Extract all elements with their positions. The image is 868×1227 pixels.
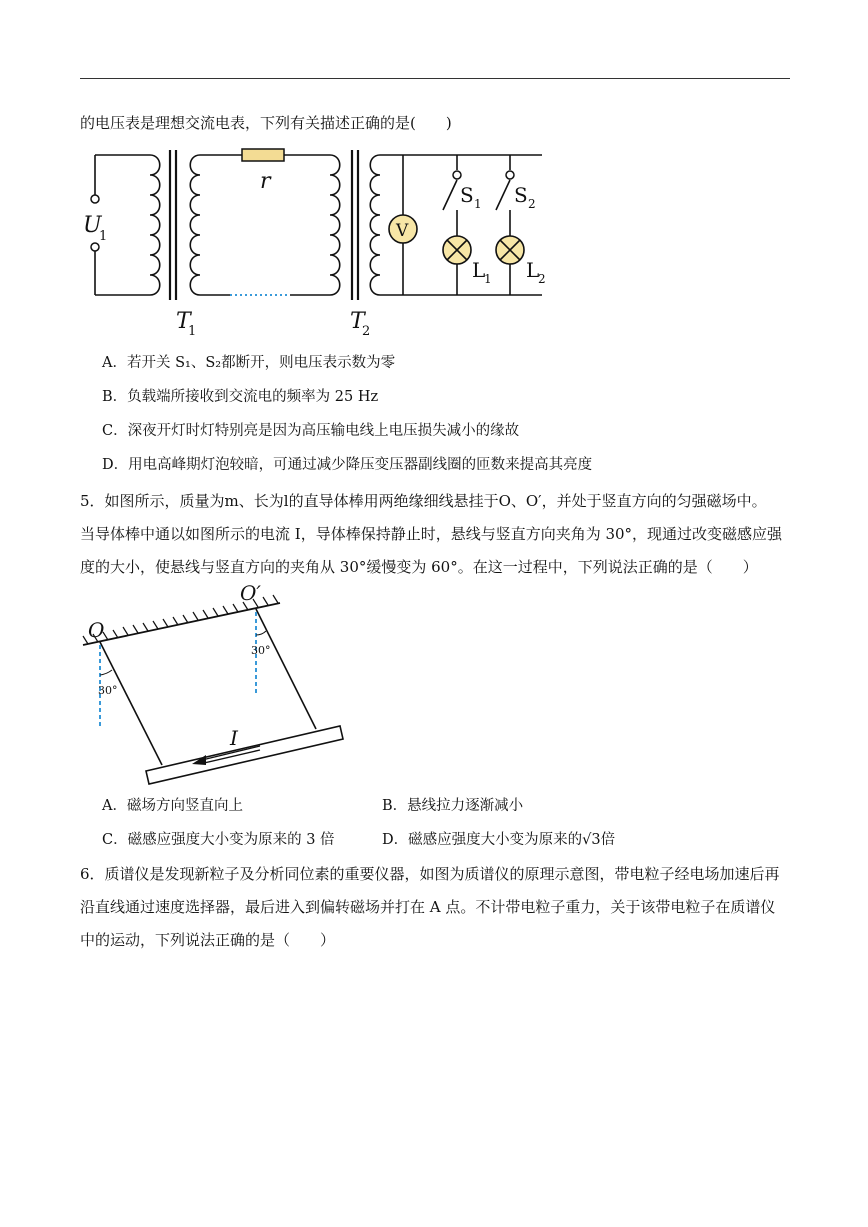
voltmeter-label: V [396,221,409,241]
q5-option-b: B．悬线拉力逐渐减小 [382,798,524,814]
point-o-prime-label: O′ [240,581,261,605]
q6-stem-line-2: 沿直线通过速度选择器，最后进入到偏转磁场并打在 A 点。不计带电粒子重力，关于该带电粒子在质谱仪 [80,898,776,916]
q6-stem-line-3: 中的运动，下列说法正确的是（ ） [80,931,336,949]
source-label: U [83,213,102,238]
angle-right-label: 30° [251,644,271,657]
q4-option-c: C．深夜开灯时灯特别亮是因为高压输电线上电压损失减小的缘故 [102,423,520,439]
l1-sub: 1 [484,272,492,286]
q5-option-a: A．磁场方向竖直向上 [102,798,243,814]
resistor-label: r [260,169,271,194]
q5-option-c: C．磁感应强度大小变为原来的 3 倍 [102,832,335,848]
angle-left-label: 30° [98,684,118,697]
q6-stem-line-1: 6．质谱仪是发现新粒子及分析同位素的重要仪器，如图为质谱仪的原理示意图，带电粒子经电场加速后再 [80,865,780,883]
s1-label: S [460,183,474,207]
l1-label: L [472,258,486,282]
q5-stem-line-1: 5．如图所示，质量为m、长为l的直导体棒用两绝缘细线悬挂于O、O′，并处于竖直方向的匀强磁场中。 [80,492,767,510]
t2-label: T [350,309,365,334]
q5-stem-line-3: 度的大小，使悬线与竖直方向的夹角从 30°缓慢变为 60°。在这一过程中，下列说法正确的是（ ） [80,558,758,576]
l2-sub: 2 [538,272,546,286]
l2-label: L [526,258,540,282]
point-o-label: O [88,618,105,642]
header-rule [80,78,790,79]
source-sub: 1 [99,229,108,244]
s1-sub: 1 [474,197,482,211]
q4-option-a: A．若开关 S₁、S₂都断开，则电压表示数为零 [102,355,396,371]
q4-circuit-figure [80,140,560,340]
q4-stem-tail: 的电压表是理想交流电表，下列有关描述正确的是( ) [80,114,452,132]
current-label: I [230,726,238,750]
t1-sub: 1 [188,324,197,339]
q5-rod-figure [80,581,355,790]
t2-sub: 2 [362,324,371,339]
s2-label: S [514,183,528,207]
q4-option-b: B．负载端所接收到交流电的频率为 25 Hz [102,389,379,405]
q5-stem-line-2: 当导体棒中通以如图所示的电流 I，导体棒保持静止时，悬线与竖直方向夹角为 30°，现通过改变磁感应强 [80,525,783,543]
q4-option-d: D．用电高峰期灯泡较暗，可通过减少降压变压器副线圈的匝数来提高其亮度 [102,457,593,473]
q5-option-d: D．磁感应强度大小变为原来的√3倍 [382,832,616,848]
s2-sub: 2 [528,197,536,211]
t1-label: T [176,309,191,334]
